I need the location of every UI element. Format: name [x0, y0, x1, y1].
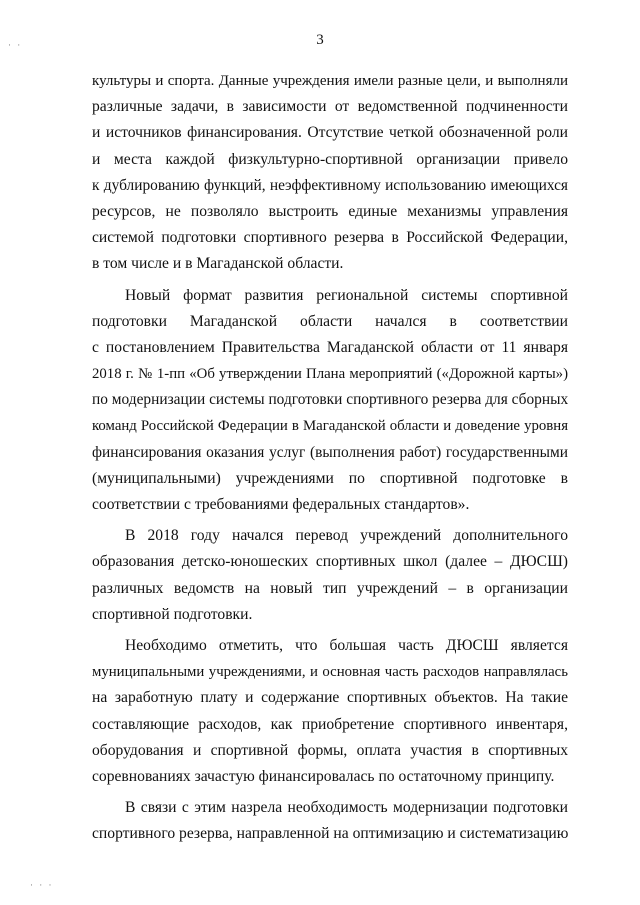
text-line: В связи с этим назрела необходимость модернизации подготовки [125, 799, 568, 817]
text-line: спортивной подготовки. [92, 605, 253, 623]
text-line: различные задачи, в зависимости от ведомственной подчиненности [92, 98, 568, 116]
paragraph [92, 633, 568, 790]
paragraph [92, 523, 568, 628]
text-line: оборудования и спортивной формы, оплата участия в спортивных [92, 741, 568, 759]
text-line: Новый формат развития региональной системы спортивной [125, 286, 568, 304]
text-line: составляющие расходов, как приобретение спортивного инвентаря, [92, 715, 568, 733]
page-number: 3 [316, 32, 324, 48]
text-line: команд Российской Федерации в Магаданской области и доведение уровня [92, 418, 568, 435]
text-line: Необходимо отметить, что большая часть ДЮСШ является [125, 636, 568, 654]
text-line: (муниципальными) учреждениями по спортивной подготовке в [92, 469, 568, 487]
text-line: подготовки Магаданской области начался в соответствии [92, 312, 568, 330]
paragraph [92, 68, 568, 278]
text-line: 2018 г. № 1-пп «Об утверждении Плана мероприятий («Дорожной карты») [92, 366, 568, 383]
text-line: муниципальными учреждениями, и основная часть расходов направлялась [92, 664, 568, 681]
scan-mark: · · [8, 40, 23, 50]
text-line: соревнованиях зачастую финансировалась по остаточному принципу. [92, 767, 555, 785]
text-line: по модернизации системы подготовки спортивного резерва для сборных [92, 391, 569, 409]
text-line: финансирования оказания услуг (выполнения работ) государственными [92, 443, 568, 461]
text-line: и источников финансирования. Отсутствие четкой обозначенной роли [92, 124, 568, 142]
text-line: спортивного резерва, направленной на оптимизацию и систематизацию [92, 825, 569, 843]
document-body [92, 68, 568, 847]
text-line: В 2018 году начался перевод учреждений дополнительного [125, 527, 568, 545]
text-line: к дублированию функций, неэффективному использованию имеющихся [92, 176, 568, 194]
text-line: в том числе и в Магаданской области. [92, 255, 344, 273]
text-line: различных ведомств на новый тип учреждений – в организации [92, 579, 568, 597]
text-line: на заработную плату и содержание спортивных объектов. На такие [92, 689, 568, 707]
text-line: ресурсов, не позволяло выстроить единые механизмы управления [92, 202, 568, 220]
scan-mark: · · · [30, 880, 54, 890]
text-line: с постановлением Правительства Магаданской области от 11 января [92, 338, 568, 356]
text-line: соответствии с требованиями федеральных стандартов». [92, 496, 470, 513]
paragraph [92, 795, 568, 847]
text-line: культуры и спорта. Данные учреждения имели разные цели, и выполняли [92, 73, 568, 89]
paragraph [92, 283, 568, 519]
text-line: и места каждой физкультурно-спортивной организации привело [92, 150, 568, 168]
text-line: образования детско-юношеских спортивных школ (далее – ДЮСШ) [92, 553, 568, 571]
text-line: системой подготовки спортивного резерва в Российской Федерации, [92, 229, 568, 247]
